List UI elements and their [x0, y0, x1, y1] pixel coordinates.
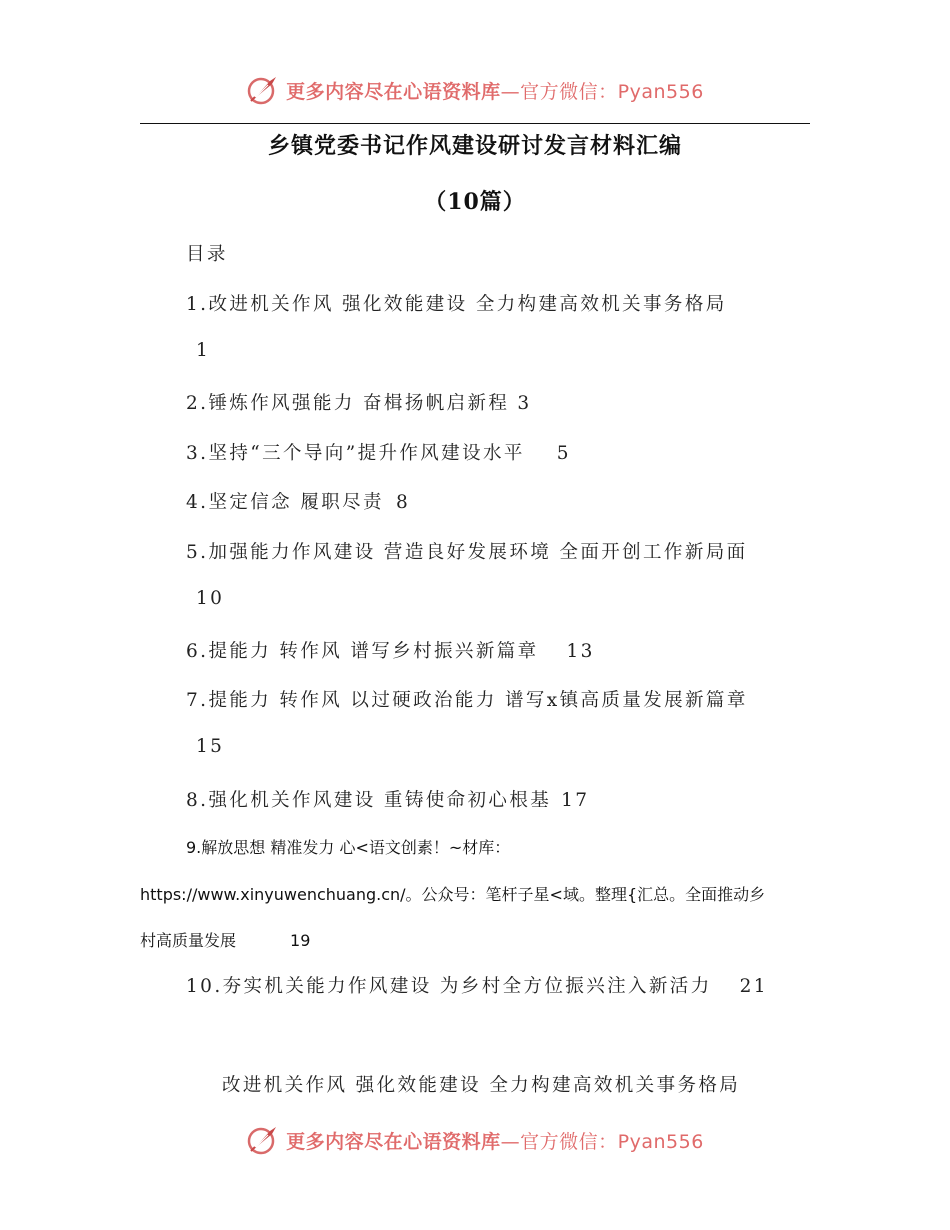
- toc-item-9-page: 19: [290, 931, 311, 950]
- toc-item-6: [186, 637, 595, 663]
- toc-item-9-line3: [140, 928, 310, 951]
- toc-item-9-text-line3: 村高质量发展: [140, 931, 237, 950]
- footer-separator: —: [500, 1130, 521, 1153]
- toc-item-7-text: 7.提能力 转作风 以过硬政治能力 谱写x镇高质量发展新篇章: [186, 690, 748, 711]
- document-subtitle: （10篇）: [424, 189, 526, 215]
- toc-item-2-page: 3: [517, 393, 532, 414]
- toc-item-2-text: 2.锤炼作风强能力 奋楫扬帆启新程: [186, 393, 510, 414]
- toc-item-1-text: 1.改进机关作风 强化效能建设 全力构建高效机关事务格局: [186, 294, 727, 315]
- footer-brand-text: 更多内容尽在心语资料库: [286, 1130, 501, 1153]
- toc-item-2: [186, 389, 532, 415]
- footer-banner: [0, 1120, 950, 1160]
- toc-item-3-page: 5: [556, 443, 571, 464]
- footer-wechat-text: 官方微信：Pyan556: [520, 1130, 704, 1153]
- toc-item-9-line1: 9.解放思想 精准发力 心<语文创素！~材库：: [186, 838, 511, 857]
- toc-item-1: [186, 290, 727, 316]
- toc-item-4-text: 4.坚定信念 履职尽责: [186, 492, 384, 513]
- header-banner: [0, 70, 950, 110]
- quill-logo-icon: [246, 1123, 280, 1157]
- header-brand-text: 更多内容尽在心语资料库: [286, 80, 501, 103]
- toc-item-8-text: 8.强化机关作风建设 重铸使命初心根基: [186, 790, 552, 811]
- header-separator: —: [500, 80, 521, 103]
- toc-item-5: [186, 538, 748, 564]
- toc-item-8-page: 17: [561, 790, 590, 811]
- toc-item-5-page: 10: [196, 588, 225, 609]
- first-article-title: 改进机关作风 强化效能建设 全力构建高效机关事务格局: [222, 1075, 741, 1096]
- toc-item-4-page: 8: [395, 492, 411, 513]
- header-rule: [140, 123, 810, 124]
- toc-heading: 目录: [186, 244, 228, 265]
- toc-item-10-page: 21: [739, 976, 768, 997]
- toc-item-10: [186, 972, 768, 998]
- toc-item-3: [186, 439, 571, 465]
- toc-item-1-page: 1: [196, 340, 211, 361]
- toc-item-7: [186, 686, 748, 712]
- toc-item-6-text: 6.提能力 转作风 谱写乡村振兴新篇章: [186, 641, 539, 662]
- toc-item-3-text: 3.坚持“三个导向”提升作风建设水平: [186, 443, 525, 464]
- document-title: 乡镇党委书记作风建设研讨发言材料汇编: [267, 133, 682, 159]
- toc-item-9-line2: https://www.xinyuwenchuang.cn/。公众号：笔杆子星<域。整理{汇总。全面推动乡: [140, 885, 766, 904]
- toc-item-10-text: 10.夯实机关能力作风建设 为乡村全方位振兴注入新活力: [186, 976, 712, 997]
- header-wechat-text: 官方微信：Pyan556: [520, 80, 704, 103]
- quill-logo-icon: [246, 73, 280, 107]
- toc-item-4: [186, 488, 410, 514]
- toc-item-6-page: 13: [566, 641, 595, 662]
- header-banner-text: [286, 77, 704, 104]
- footer-banner-text: [286, 1127, 704, 1154]
- toc-item-7-page: 15: [196, 736, 225, 757]
- toc-item-5-text: 5.加强能力作风建设 营造良好发展环境 全面开创工作新局面: [186, 542, 748, 563]
- toc-item-8: [186, 786, 589, 812]
